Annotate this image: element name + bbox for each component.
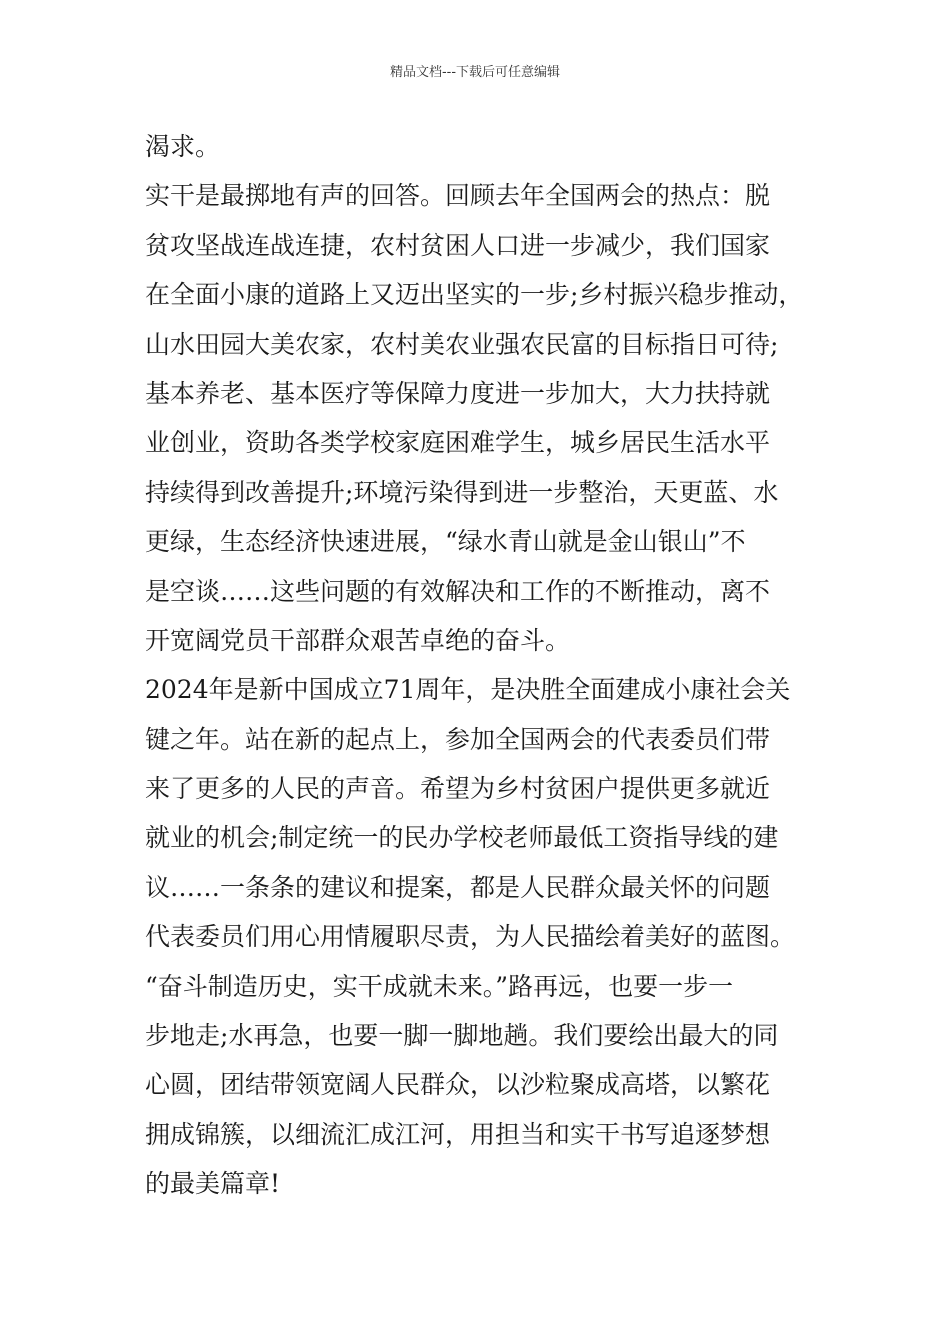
text-line: 在全面小康的道路上又迈出坚实的一步;乡村振兴稳步推动， [145,280,804,310]
text-line: 开宽阔党员干部群众艰苦卓绝的奋斗。 [145,625,571,655]
text-line: 拥成锦簇，以细流汇成江河，用担当和实干书写追逐梦想 [145,1119,771,1149]
text-line: 是空谈……这些问题的有效解决和工作的不断推动，离不 [145,576,771,606]
text-line: 步地走;水再急，也要一脚一脚地趟。我们要绘出最大的同 [145,1021,779,1051]
text-line: 业创业，资助各类学校家庭困难学生，城乡居民生活水平 [145,428,771,458]
text-line: 的最美篇章! [145,1169,281,1199]
document-body [145,122,845,1209]
text-line: 心圆，团结带领宽阔人民群众，以沙粒聚成高塔，以繁花 [145,1070,771,1100]
text-line: 来了更多的人民的声音。希望为乡村贫困户提供更多就近 [145,774,771,804]
text-line: 基本养老、基本医疗等保障力度进一步加大，大力扶持就 [145,378,771,408]
text-line: 代表委员们用心用情履职尽责，为人民描绘着美好的蓝图。 [145,922,796,952]
text-line: 渴求。 [145,132,221,161]
text-line: 贫攻坚战连战连捷，农村贫困人口进一步减少，我们国家 [145,230,771,260]
text-line: 键之年。站在新的起点上，参加全国两会的代表委员们带 [145,724,771,754]
page-header: 精品文档---下载后可任意编辑 [389,65,561,80]
text-line: 就业的机会;制定统一的民办学校老师最低工资指导线的建 [145,823,779,853]
text-line: 议……一条条的建议和提案，都是人民群众最关怀的问题 [145,872,771,902]
text-line: 实干是最掷地有声的回答。回顾去年全国两会的热点：脱 [145,181,771,211]
text-line: 持续得到改善提升;环境污染得到进一步整治，天更蓝、水 [145,477,779,507]
text-line: 更绿，生态经济快速进展，“绿水青山就是金山银山”不 [145,527,746,557]
text-line: 山水田园大美农家，农村美农业强农民富的目标指日可待; [145,329,779,359]
text-line: “奋斗制造历史，实干成就未来。”路再远，也要一步一 [145,971,734,1001]
text-line: 2024年是新中国成立71周年，是决胜全面建成小康社会关 [145,675,791,705]
